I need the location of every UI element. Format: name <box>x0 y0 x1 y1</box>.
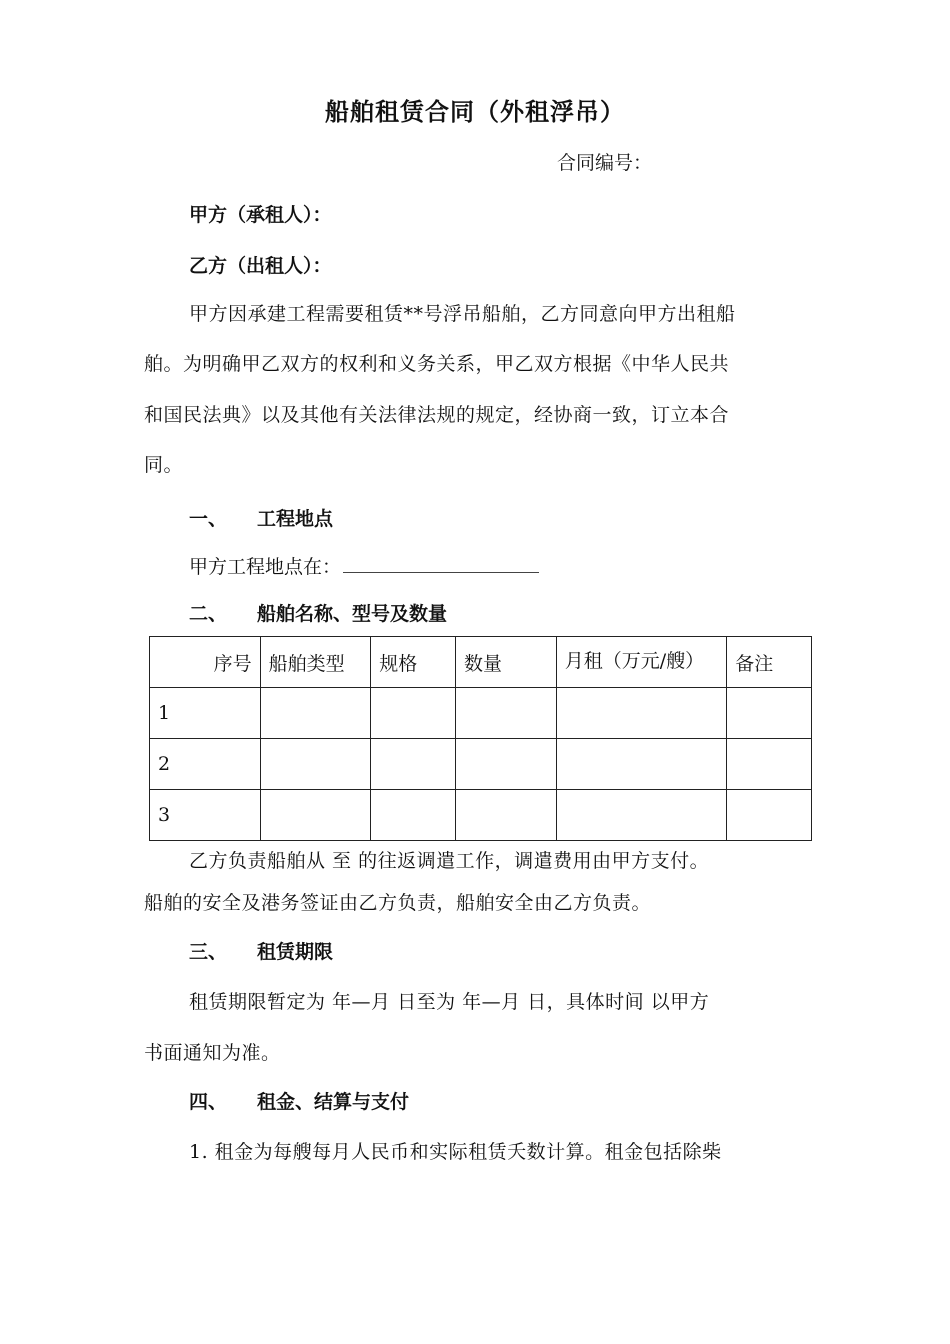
section-heading-1 <box>189 504 333 531</box>
table-cell <box>727 739 812 790</box>
table-cell <box>260 688 371 739</box>
table-cell <box>456 739 557 790</box>
table-cell <box>556 790 726 841</box>
table-row <box>150 790 812 841</box>
site-label: 甲方工程地点在： <box>189 556 342 578</box>
site-line <box>189 552 539 579</box>
section-title: 租赁期限 <box>257 941 334 963</box>
section-heading-2 <box>189 599 447 626</box>
dispatch-line-1: 乙方负责船舶从 至 的往返调遣工作，调遣费用由甲方支付。 <box>189 850 710 872</box>
ship-table <box>149 636 812 841</box>
table-cell <box>727 688 812 739</box>
section-number: 一、 <box>189 508 228 530</box>
section-heading-3 <box>189 937 333 964</box>
table-cell <box>556 739 726 790</box>
table-cell <box>371 688 456 739</box>
table-cell <box>260 790 371 841</box>
table-cell <box>456 688 557 739</box>
monthly-rent-header: 月租（万元/艘） <box>564 650 705 672</box>
table-cell <box>371 739 456 790</box>
section-title: 租金、结算与支付 <box>257 1091 410 1113</box>
contract-number-label: 合同编号： <box>557 152 653 174</box>
table-cell: 3 <box>150 790 261 841</box>
table-cell: 1 <box>150 688 261 739</box>
site-blank-field <box>343 556 539 573</box>
party-a-label: 甲方（承租人）： <box>189 204 332 226</box>
table-cell <box>260 739 371 790</box>
section-number: 二、 <box>189 603 228 625</box>
term-line-2: 书面通知为准。 <box>144 1042 281 1064</box>
document-title: 船舶租赁合同（外租浮吊） <box>325 98 625 126</box>
rent-line-1: 1. 租金为每艘每月人民币和实际租赁夭数计算。租金包括除柴 <box>189 1141 722 1163</box>
table-cell: 2 <box>150 739 261 790</box>
intro-line-2: 舶。为明确甲乙双方的权利和义务关系，甲乙双方根据《中华人民共 <box>144 353 730 375</box>
intro-line-4: 同。 <box>144 454 184 476</box>
table-row <box>150 739 812 790</box>
table-header-cell: 数量 <box>456 637 557 688</box>
party-b-label: 乙方（出租人）： <box>189 255 332 277</box>
intro-line-3: 和国民法典》以及其他有关法律法规的规定，经协商一致，订立本合 <box>144 404 730 426</box>
section-title: 船舶名称、型号及数量 <box>257 603 448 625</box>
table-header-cell: 规格 <box>371 637 456 688</box>
section-heading-4 <box>189 1087 409 1114</box>
table-cell <box>456 790 557 841</box>
table-cell <box>371 790 456 841</box>
intro-line-1: 甲方因承建工程需要租赁**号浮吊船舶，乙方同意向甲方出租船 <box>189 303 736 325</box>
table-header-cell <box>556 637 726 688</box>
table-header-cell: 船舶类型 <box>260 637 371 688</box>
term-line-1: 租赁期限暂定为 年—月 日至为 年—月 日，具体时间 以甲方 <box>189 991 710 1013</box>
table-row <box>150 688 812 739</box>
table-cell <box>556 688 726 739</box>
table-cell <box>727 790 812 841</box>
section-number: 四、 <box>189 1091 228 1113</box>
table-header-cell: 备注 <box>727 637 812 688</box>
dispatch-line-2: 船舶的安全及港务签证由乙方负责，船舶安全由乙方负责。 <box>144 892 652 914</box>
section-title: 工程地点 <box>257 508 334 530</box>
table-header-cell: 序号 <box>150 637 261 688</box>
table-header-row <box>150 637 812 688</box>
section-number: 三、 <box>189 941 228 963</box>
